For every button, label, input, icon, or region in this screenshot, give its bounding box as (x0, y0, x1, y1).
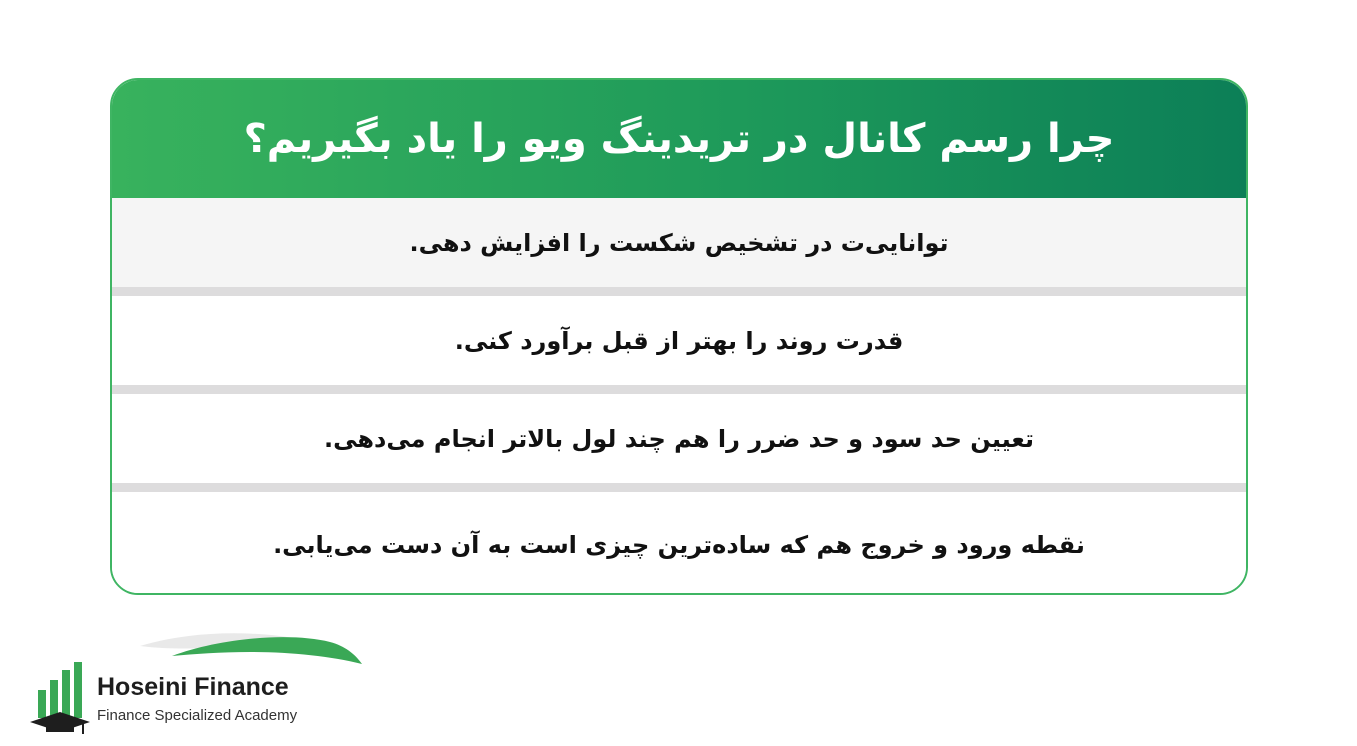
swoosh-icon (140, 630, 370, 670)
card-title: چرا رسم کانال در تریدینگ ویو را یاد بگیریم؟ (243, 116, 1115, 162)
list-item-text: قدرت روند را بهتر از قبل برآورد کنی. (454, 326, 904, 355)
list-item (112, 296, 1246, 385)
row-divider (112, 483, 1246, 492)
row-divider (112, 287, 1246, 296)
academy-bars-icon (30, 662, 90, 740)
brand-logo (30, 630, 350, 740)
brand-tagline: Finance Specialized Academy (97, 707, 298, 724)
list-item (112, 394, 1246, 483)
list-item-text: نقطه ورود و خروج هم که ساده‌ترین چیزی است به آن دست می‌یابی. (273, 531, 1085, 559)
list-item (112, 492, 1246, 595)
brand-name: Hoseini Finance (97, 673, 289, 701)
list-item-text: توانایی‌ت در تشخیص شکست را افزایش دهی. (409, 228, 949, 257)
list-item-text: تعیین حد سود و حد ضرر را هم چند لول بالاتر انجام می‌دهی. (324, 424, 1034, 453)
list-item (112, 198, 1246, 287)
row-divider (112, 385, 1246, 394)
info-card (110, 78, 1248, 595)
card-header (112, 80, 1246, 198)
